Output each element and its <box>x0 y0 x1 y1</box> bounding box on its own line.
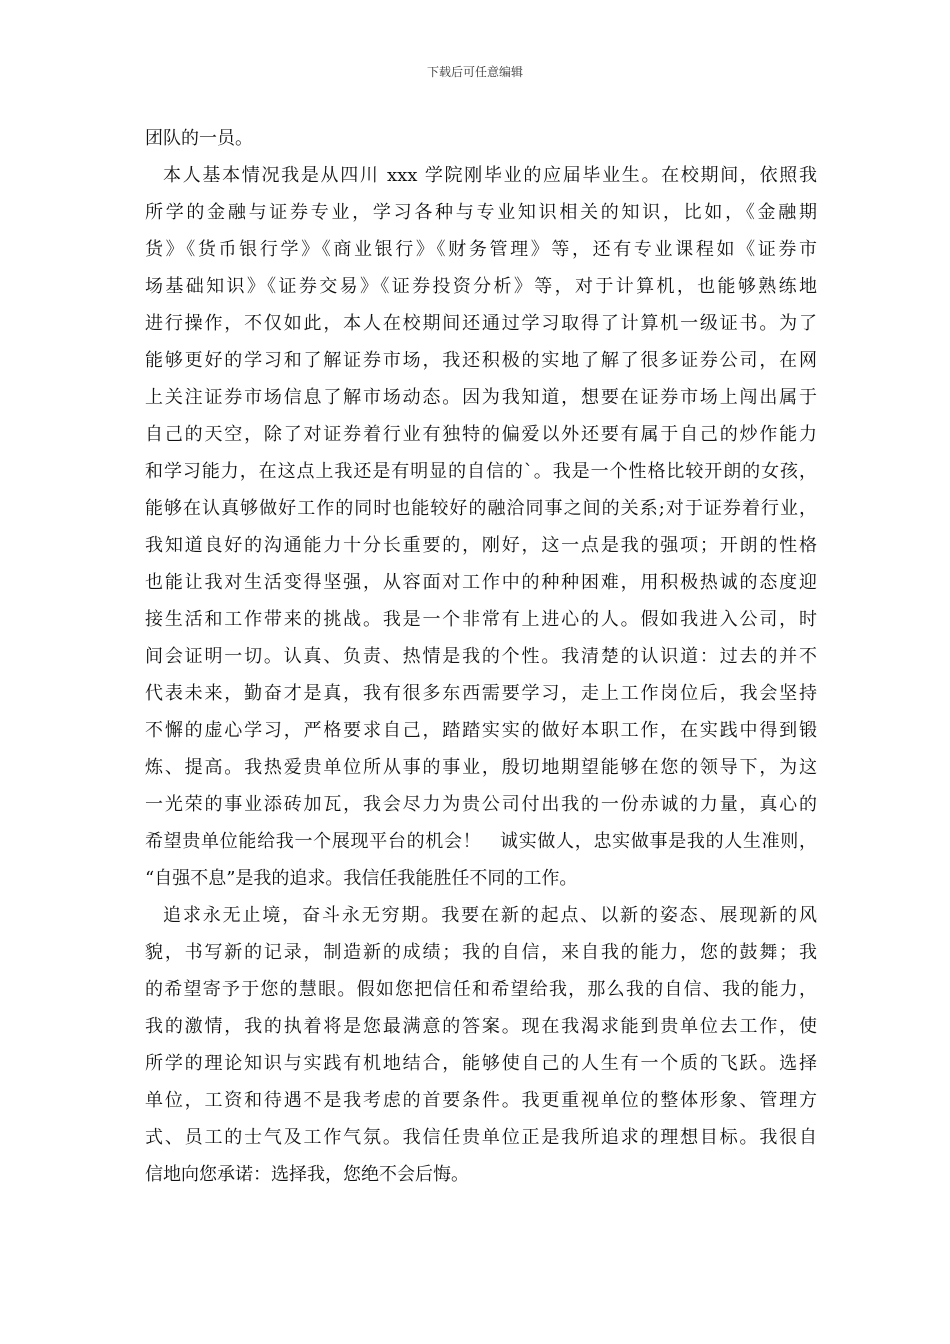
text-line: 代表未来，勤奋才是真，我有很多东西需要学习，走上工作岗位后，我会坚持 <box>145 683 817 704</box>
text-line: 我知道良好的沟通能力十分长重要的，刚好，这一点是我的强项；开朗的性格 <box>145 535 817 556</box>
text-line: 上关注证券市场信息了解市场动态。因为我知道，想要在证券市场上闯出属于 <box>145 387 817 408</box>
text-line: 炼、提高。我热爱贵单位所从事的事业，殷切地期望能够在您的领导下，为这 <box>145 757 817 778</box>
text-line: 不懈的虚心学习，严格要求自己，踏踏实实的做好本职工作，在实践中得到锻 <box>145 720 817 741</box>
text-line: 场基础知识》《证券交易》《证券投资分析》等，对于计算机，也能够熟练地 <box>145 276 817 297</box>
text-line: 本人基本情况我是从四川 xxx 学院刚毕业的应届毕业生。在校期间，依照我 <box>163 165 817 186</box>
text-line: 追求永无止境，奋斗永无穷期。我要在新的起点、以新的姿态、展现新的风 <box>163 905 817 926</box>
text-line: 货》《货币银行学》《商业银行》《财务管理》等，还有专业课程如《证券市 <box>145 239 817 260</box>
text-line: 单位，工资和待遇不是我考虑的首要条件。我更重视单位的整体形象、管理方 <box>145 1090 817 1111</box>
text-line: 能够更好的学习和了解证券市场，我还积极的实地了解了很多证券公司，在网 <box>145 350 817 371</box>
text-line: 一光荣的事业添砖加瓦，我会尽力为贵公司付出我的一份赤诚的力量，真心的 <box>145 794 817 815</box>
text-line: 能够在认真够做好工作的同时也能较好的融洽同事之间的关系;对于证券着行业， <box>145 498 817 519</box>
text-line: 进行操作，不仅如此，本人在校期间还通过学习取得了计算机一级证书。为了 <box>145 313 817 334</box>
text-line: 接生活和工作带来的挑战。我是一个非常有上进心的人。假如我进入公司，时 <box>145 609 817 630</box>
document-body <box>145 120 817 1193</box>
page-header: 下载后可任意编辑 <box>426 65 523 79</box>
text-line: 式、员工的士气及工作气氛。我信任贵单位正是我所追求的理想目标。我很自 <box>145 1127 817 1148</box>
text-line: 所学的理论知识与实践有机地结合，能够使自己的人生有一个质的飞跃。选择 <box>145 1053 817 1074</box>
text-line: 希望贵单位能给我一个展现平台的机会！ 诚实做人，忠实做事是我的人生准则， <box>145 831 817 852</box>
text-line: 也能让我对生活变得坚强，从容面对工作中的种种困难，用积极热诚的态度迎 <box>145 572 817 593</box>
text-line: 信地向您承诺：选择我，您绝不会后悔。 <box>145 1164 469 1185</box>
text-line: 间会证明一切。认真、负责、热情是我的个性。我清楚的认识道：过去的并不 <box>145 646 817 667</box>
text-line: 的希望寄予于您的慧眼。假如您把信任和希望给我，那么我的自信、我的能力， <box>145 979 817 1000</box>
text-line: 团队的一员。 <box>145 128 253 149</box>
text-line: 所学的金融与证券专业，学习各种与专业知识相关的知识，比如，《金融期 <box>145 202 817 223</box>
text-line: 自己的天空，除了对证券着行业有独特的偏爱以外还要有属于自己的炒作能力 <box>145 424 817 445</box>
text-line: “自强不息”是我的追求。我信任我能胜任不同的工作。 <box>145 868 578 889</box>
text-line: 貌，书写新的记录，制造新的成绩；我的自信，来自我的能力，您的鼓舞；我 <box>145 942 817 963</box>
text-line: 和学习能力，在这点上我还是有明显的自信的`。我是一个性格比较开朗的女孩， <box>145 461 817 482</box>
text-line: 我的激情，我的执着将是您最满意的答案。现在我渴求能到贵单位去工作，使 <box>145 1016 817 1037</box>
